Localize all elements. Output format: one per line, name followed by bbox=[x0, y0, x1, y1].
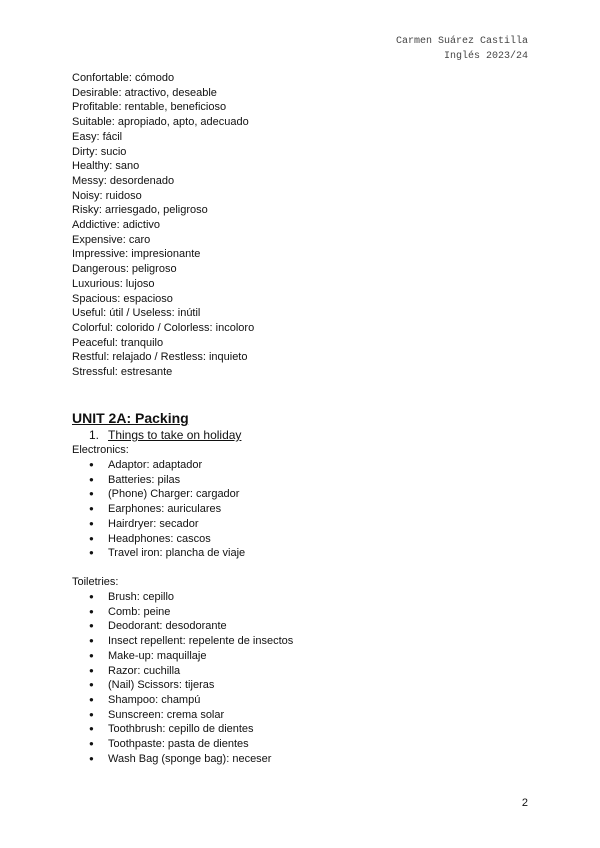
list-item: ● Deodorant: desodorante bbox=[72, 619, 293, 634]
header-course: Inglés 2023/24 bbox=[443, 51, 528, 62]
list-item: ● Travel iron: plancha de viaje bbox=[72, 546, 245, 561]
list-item: ● (Phone) Charger: cargador bbox=[72, 487, 245, 502]
vocabulary-entry: Peaceful: tranquilo bbox=[72, 336, 164, 349]
list-item: ● Toothbrush: cepillo de dientes bbox=[72, 722, 293, 737]
vocabulary-entry: Spacious: espacioso bbox=[72, 292, 173, 305]
vocabulary-entry: Dirty: sucio bbox=[72, 145, 127, 158]
section-title: Things to take on holiday bbox=[108, 428, 242, 442]
page-header bbox=[396, 34, 528, 64]
page-number: 2 bbox=[521, 797, 528, 809]
section-number: 1. bbox=[89, 428, 100, 442]
unit-title: UNIT 2A: Packing bbox=[72, 410, 189, 426]
vocabulary-entry: Stressful: estresante bbox=[72, 366, 173, 379]
vocabulary-entry: Impressive: impresionante bbox=[72, 248, 201, 261]
electronics-heading: Electronics: bbox=[72, 444, 129, 456]
vocabulary-entry: Expensive: caro bbox=[72, 233, 151, 246]
list-item: ● Brush: cepillo bbox=[72, 590, 293, 605]
toiletries-list bbox=[72, 590, 293, 766]
vocabulary-list bbox=[72, 71, 532, 380]
vocabulary-entry: Noisy: ruidoso bbox=[72, 189, 142, 202]
list-item: ● Toothpaste: pasta de dientes bbox=[72, 737, 293, 752]
list-item: ● (Nail) Scissors: tijeras bbox=[72, 678, 293, 693]
vocabulary-entry: Colorful: colorido / Colorless: incoloro bbox=[72, 321, 255, 334]
vocabulary-entry: Luxurious: lujoso bbox=[72, 277, 155, 290]
list-item: ● Shampoo: champú bbox=[72, 693, 293, 708]
list-item: ● Hairdryer: secador bbox=[72, 517, 245, 532]
vocabulary-entry: Confortable: cómodo bbox=[72, 72, 175, 84]
header-author: Carmen Suárez Castilla bbox=[395, 36, 528, 47]
list-item: ● Wash Bag (sponge bag): neceser bbox=[72, 752, 293, 767]
vocabulary-entry: Messy: desordenado bbox=[72, 174, 175, 187]
list-item: ● Headphones: cascos bbox=[72, 532, 245, 547]
vocabulary-entry: Healthy: sano bbox=[72, 160, 140, 173]
list-item: ● Earphones: auriculares bbox=[72, 502, 245, 517]
list-item: ● Razor: cuchilla bbox=[72, 664, 293, 679]
vocabulary-entry: Risky: arriesgado, peligroso bbox=[72, 204, 208, 217]
toiletries-heading: Toiletries: bbox=[72, 576, 119, 588]
list-item: ● Sunscreen: crema solar bbox=[72, 708, 293, 723]
vocabulary-entry: Suitable: apropiado, apto, adecuado bbox=[72, 116, 249, 129]
list-item: ● Batteries: pilas bbox=[72, 473, 245, 488]
vocabulary-entry: Easy: fácil bbox=[72, 130, 123, 143]
list-item: ● Insect repellent: repelente de insectos bbox=[72, 634, 293, 649]
vocabulary-entry: Dangerous: peligroso bbox=[72, 263, 177, 276]
vocabulary-entry: Useful: útil / Useless: inútil bbox=[72, 307, 201, 320]
list-item: ● Make-up: maquillaje bbox=[72, 649, 293, 664]
vocabulary-entry: Desirable: atractivo, deseable bbox=[72, 86, 217, 99]
vocabulary-entry: Profitable: rentable, beneficioso bbox=[72, 101, 227, 114]
list-item: ● Adaptor: adaptador bbox=[72, 458, 245, 473]
section-heading bbox=[89, 428, 241, 443]
vocabulary-entry: Addictive: adictivo bbox=[72, 219, 161, 232]
electronics-list bbox=[72, 458, 245, 561]
vocabulary-entry: Restful: relajado / Restless: inquieto bbox=[72, 351, 248, 364]
list-item: ● Comb: peine bbox=[72, 605, 293, 620]
